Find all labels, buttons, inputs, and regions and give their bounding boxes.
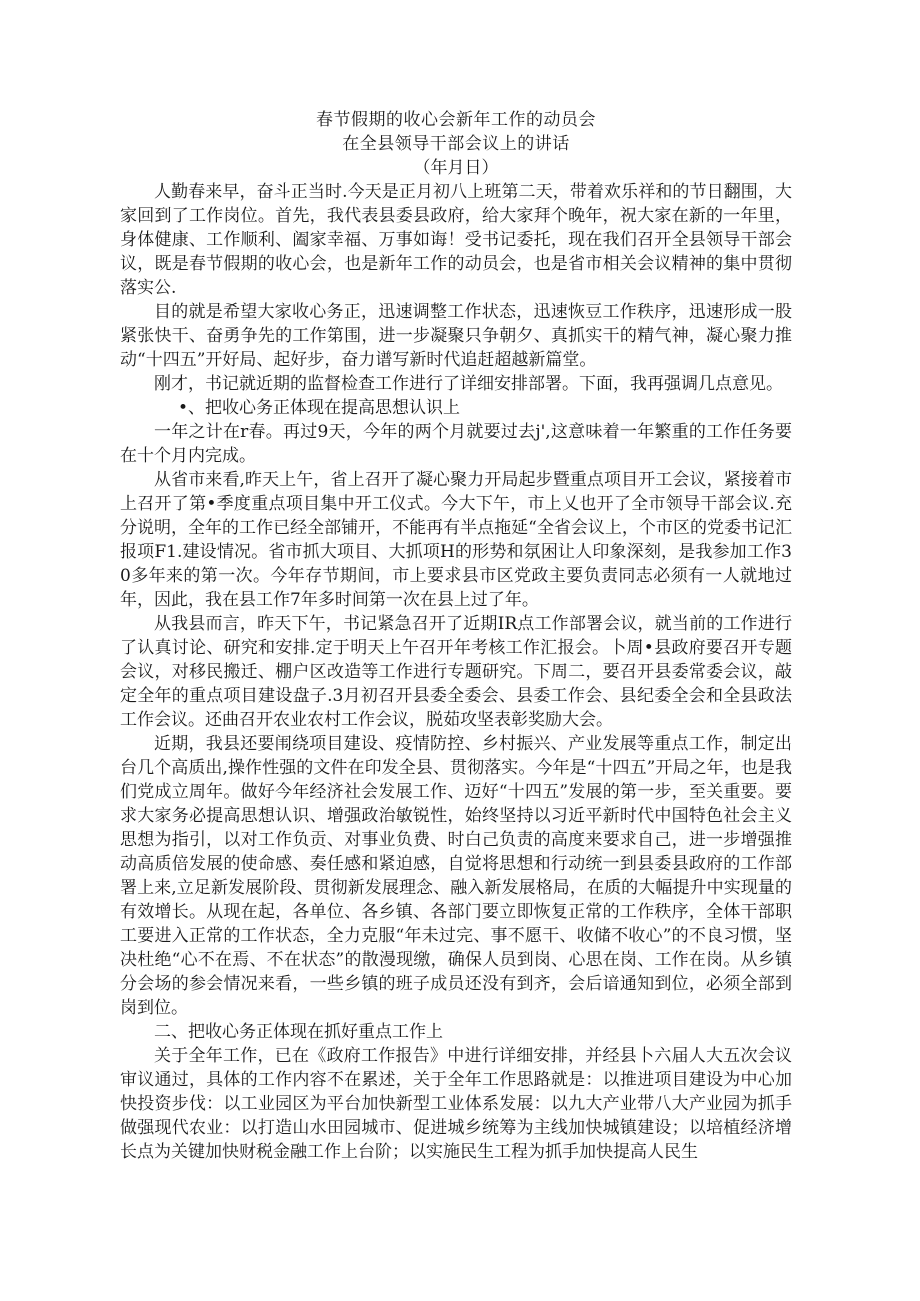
paragraph: 近期，我县还要闱绕项目建设、疫情防控、乡村振兴、产业发展等重点工作，制定出台几个高质出,操作性强的文件在印发全县、贯彻落实。今年是“十四五”开局之年，也是我们党成立周年。做好今年经济社会发展工作、迈好“十四五”发展的第一步，至关重要。要求大家务必提高思想认识、增强政治敏锐性，始终坚持以习近平新时代中国特色社会主义思想为指引，以对工作负贡、对事业负费、时白己负责的高度来要求自己，进一步增强推动高质倍发展的使命感、奏任感和紧迫感，自觉将思想和行动统一到县委县政府的工作部署上来,立足新发展阶段、贯彻新发展理念、融入新发展格局，在质的大幅提升中实现量的有效增长。从现在起，各单位、各乡镇、各部门要立即恢复正常的工作秩序，全体干部职工要进入正常的工作状态，全力克服“年未过完、事不愿干、收储不收心”的不良习惯，坚决杜绝“心不在焉、不在状态”的散漫现缴，确保人员到岗、心思在岗、工作在岗。从乡镇分会场的参会情况来看，一些乡镇的班子成员还没有到齐，会后谙通知到位，必须全部到岗到位。 [120, 734, 792, 1018]
paragraph: 人勤春来早，奋斗正当时.今天是正月初八上班第二天，带着欢乐祥和的节日翻围，大家回到了工作岗位。首先，我代表县委县政府，给大家拜个晚年，祝大家在新的一年里，身体健康、工作顺利、阖家幸福、万事如诲！受书记委托，现在我们召开全县领导干部会议，既是春节假期的收心会，也是新年工作的动员会，也是省市相关会议精神的集中贯彻落实公. [120, 182, 792, 298]
paragraph: 关于全年工作，已在《政府工作报告》中进行详细安排，并经县卜六届人大五次会议审议通过，具体的工作内容不在累述，关于全年工作思路就是：以推进项目建设为中心加快投资步伐：以工业园区为平台加快新型工业体系发展：以九大产业带八大产业园为抓手做强现代农业：以打造山水田园城市、促进城乡统筹为主线加快城镇建设；以培植经济增长点为关键加快财税金融工作上台阶；以实施民生工程为抓手加快提高人民生 [120, 1046, 792, 1162]
paragraph: 刚才，书记就近期的监督检查工作进行了详细安排部署。下面，我再强调几点意见。 [154, 374, 783, 394]
paragraph: 从省市来看,昨天上午，省上召开了凝心聚力开局起步暨重点项目开工会议，紧接着市上召开了第•季度重点项目集中开工仪式。今大下午，市上乂也开了全市领导干部会议.充分说明，全年的工作已经全部铺开，不能再有半点拖延“全省会议上，个市区的党委书记汇报项F1.建设情况。省市抓大项目、大抓项H的形势和氛困让人印象深刻，是我参加工作30多年来的第一次。今年存节期间，市上要求县市区党政主要负责同志必须有一人就地过年，因此，我在县工作7年多时间第一次在县上过了年。 [120, 470, 792, 610]
section-heading-2: 二、把收心务正体现在抓好重点工作上 [154, 1022, 443, 1042]
paragraph: 一年之计在r春。再过9天，今年的两个月就要过去j',这意味着一年繁重的工作任务要在十个月内完成。 [120, 422, 792, 466]
paragraph: 从我县而言，昨天下午，书记紧急召开了近期IR点工作部署会议，就当前的工作进行了认真讨论、研究和安排.定于明天上午召开年考核工作汇报会。卜周•县政府要召开专题会议，对移民搬迁、棚户区改造等工作进行专题研究。下周二，要召开县委常委会议，敲定全年的重点项目建设盘子.3月初召开县委全委会、县委工作会、县纪委全会和全县政法工作会议。还曲召开农业农村工作会议，脱茹攻坚表彰奖励大会。 [120, 614, 792, 730]
document-title-line-1: 春节假期的收心会新年工作的动员会 [316, 110, 596, 130]
document-title-line-2: 在全县领导干部会议上的讲话 [342, 134, 570, 154]
paragraph: 目的就是希望大家收心务正，迅速调整工作状态，迅速恢豆工作秩序，迅速形成一股紧张快干、奋勇争先的工作第围，进一步凝聚只争朝夕、真抓实干的精气神，凝心聚力推动“十四五”开好局、起好步，奋力谱写新时代追赶超越新篇堂。 [120, 302, 792, 370]
section-heading-1: •、把收心务正体现在提高思想认识上 [178, 398, 461, 418]
document-date: （年月日） [413, 158, 499, 178]
document-body [120, 108, 792, 1164]
